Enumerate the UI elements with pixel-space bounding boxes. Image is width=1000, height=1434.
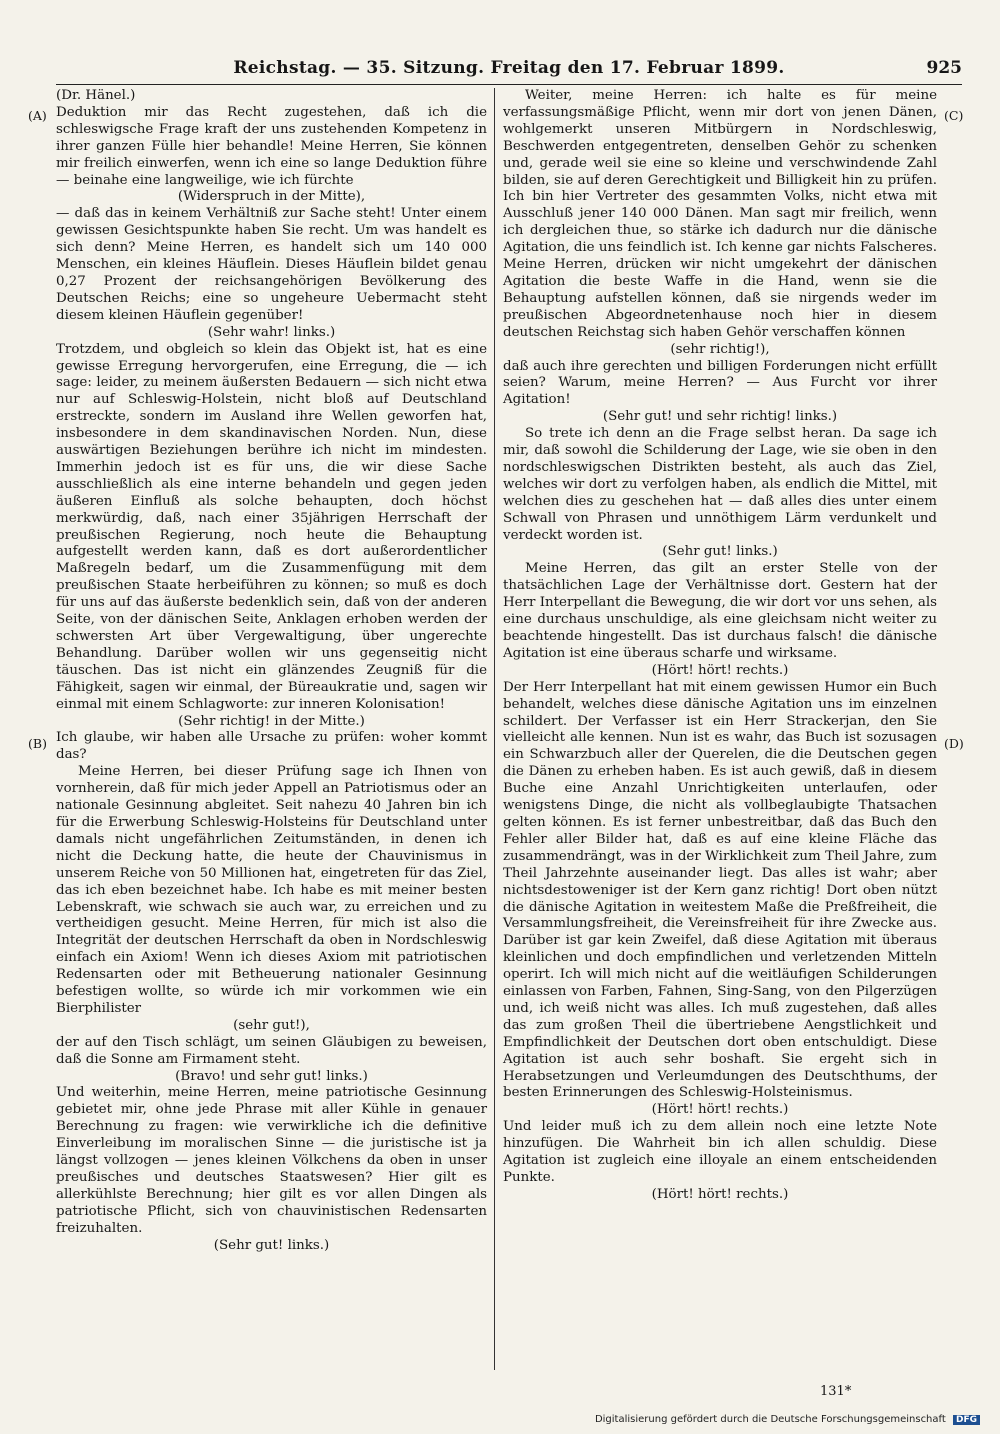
interjection: (Hört! hört! rechts.) <box>651 1102 789 1118</box>
interjection: (Bravo! und sehr gut! links.) <box>175 1068 368 1084</box>
margin-marker-d: (D) <box>944 736 964 751</box>
page-number: 925 <box>926 58 962 78</box>
paragraph: — daß das in keinem Verhältniß zur Sache steht! Unter einem gewissen Gesichtspunkte haben Sie recht. Um was handelt es sich denn? Meine Herren, es handelt sich um 140 000 Menschen, ein kleines Häuflein. Dieses Häuflein bildet genau 0,27 Prozent der reichsangehörigen Bevölkerung des Deutschen Reichs; eine so ungeheure Uebermacht steht diesem kleinen Häuflein gegenüber! <box>56 206 487 323</box>
footer-text: Digitalisierung gefördert durch die Deutsche Forschungsgemeinschaft <box>594 1414 946 1425</box>
margin-marker-b: (B) <box>28 736 47 751</box>
paragraph: der auf den Tisch schlägt, um seinen Gläubigen zu beweisen, daß die Sonne am Firmament steht. <box>56 1034 487 1067</box>
paragraph: Trotzdem, und obgleich so klein das Objekt ist, hat es eine gewisse Erregung hervorgerufen, eine Erregung, die — ich sage: leider, zu meinem äußersten Bedauern — sich nicht etwa nur auf Schleswig-Holstein, nicht bloß auf Deutschland erstreckte, sondern im Ausland ihre Wellen geworfen hat, insbesondere in dem skandinavischen Norden. Nun, diese auswärtigen Beziehungen berühre ich nicht im mindesten. Immerhin jedoch ist es für uns, die wir diese Sache ausschließlich als eine interne behandeln und gegen jeden äußeren Einfluß als solche behaupten, doch höchst merkwürdig, daß, nach einer 35jährigen Herrschaft der preußischen Regierung, noch heute die Behauptung aufgestellt werden kann, daß es dort außerordentlicher Maßregeln bedarf, um die Zusammenfügung mit dem preußischen Staate herbeiführen zu können; so muß es doch für uns auf das äußerste bedenklich sein, daß von der anderen Seite, von der dänischen Seite, Anklagen erhoben werden der schwersten Art über Vergewaltigung, über ungerechte Behandlung. Darüber wollen wir uns gegenseitig nicht täuschen. Das ist nicht ein glänzendes Zeugniß für die Fähigkeit, sagen wir einmal, der Büreaukratie und, sagen wir einmal mit einem Schlagworte: zur inneren Kolonisation! <box>56 341 487 712</box>
header-rule <box>56 84 962 85</box>
margin-marker-c: (C) <box>944 108 964 123</box>
interjection: (Widerspruch in der Mitte), <box>177 189 366 205</box>
header-title: Reichstag. — 35. Sitzung. Freitag den 17. Februar 1899. <box>233 58 785 78</box>
interjection: (Sehr gut! links.) <box>213 1237 330 1253</box>
paragraph: Und weiterhin, meine Herren, meine patriotische Gesinnung gebietet mir, ohne jede Phrase mit aller Kühle in genauer Berechnung zu fragen: wie verwirkliche ich die definitive Einverleibung im moralischen Sinne — die juristische ist ja längst vollzogen — jenes kleinen Völkchens da oben in unser preußisches und deutsches Staatswesen? Hier gilt es allerkühlste Berechnung; hier gilt es vor allen Dingen als patriotische Pflicht, sich von chauvinistischen Redensarten freizuhalten. <box>56 1085 487 1236</box>
interjection: (Sehr richtig! in der Mitte.) <box>178 713 365 729</box>
left-column <box>56 88 487 1255</box>
paragraph: Deduktion mir das Recht zugestehen, daß ich die schleswigsche Frage kraft der uns zustehenden Kompetenz in ihrer ganzen Fülle hier behandle! Meine Herren, Sie können mir freilich einwerfen, wenn ich eine so lange Deduktion führe — beinahe eine langweilige, wie ich fürchte <box>56 104 487 188</box>
interjection: (Sehr gut! und sehr richtig! links.) <box>602 409 838 425</box>
speaker-name: (Dr. Hänel.) <box>56 88 136 103</box>
page-header <box>56 58 962 84</box>
interjection: (Sehr wahr! links.) <box>207 324 336 340</box>
margin-marker-a: (A) <box>28 108 47 123</box>
paragraph: Meine Herren, bei dieser Prüfung sage ich Ihnen von vornherein, daß für mich jeder Appell an Patriotismus oder an nationale Gesinnung abgleitet. Seit nahezu 40 Jahren bin ich für die Erwerbung Schleswig-Holsteins für Deutschland unter damals nicht ungefährlichen Zeitumständen, in denen ich nicht die Deckung hatte, die heute der Chauvinismus in unserem Reiche von 50 Millionen hat, eingetreten für das Ziel, das ich eben bezeichnet habe. Ich habe es mit meiner besten Lebenskraft, wie schwach sie auch war, zu erreichen und zu vertheidigen gesucht. Meine Herren, für mich ist also die Integrität der deutschen Herrschaft da oben in Nordschleswig einfach ein Axiom! Wenn ich dieses Axiom mit patriotischen Redensarten oder mit Betheuerung nationaler Gesinnung befestigen wollte, so würde ich mir vorkommen wie ein Bierphilister <box>56 764 487 1016</box>
paragraph: Der Herr Interpellant hat mit einem gewissen Humor ein Buch behandelt, welches diese dänische Agitation uns im einzelnen schildert. Der Verfasser ist ein Herr Strackerjan, den Sie vielleicht alle kennen. Nun ist es wahr, das Buch ist sozusagen ein Schwarzbuch aller der Querelen, die die Deutschen gegen die Dänen zu erheben haben. Es ist auch gewiß, daß in diesem Buche eine Anzahl Unrichtigkeiten unterlaufen, oder wenigstens Dinge, die nicht als vollbeglaubigte Thatsachen gelten können. Es ist ferner unbestreitbar, daß das Buch den Fehler aller Bilder hat, daß es auf eine kleine Fläche das zusammendrängt, was in der Wirklichkeit zum Theil Jahre, zum Theil Jahrzehnte auseinander liegt. Das alles ist wahr; aber nichtsdestoweniger ist der Kern ganz richtig! Dort oben nützt die dänische Agitation in weitestem Maße die Preßfreiheit, die Versammlungsfreiheit, die Vereinsfreiheit für ihre Zwecke aus. Darüber ist gar kein Zweifel, daß diese Agitation mit überaus kleinlichen und doch empfindlichen und verletzenden Mitteln operirt. Ich will mich nicht auf die weitläufigen Schilderungen einlassen von Farben, Fahnen, Sing-Sang, von den Pilgerzügen und, ich weiß nicht was alles. Ich muß zugestehen, daß alles das zum großen Theil die übertriebene Aengstlichkeit und Empfindlichkeit der Deutschen dort oben entschuldigt. Diese Agitation ist auch sehr boshaft. Sie ergeht sich in Herabsetzungen und Verleumdungen des Deutschthums, der besten Erinnerungen des Schleswig-Holsteinismus. <box>503 679 937 1101</box>
column-divider <box>494 88 495 1370</box>
dfg-logo: DFG <box>953 1415 980 1425</box>
paragraph: daß auch ihre gerechten und billigen Forderungen nicht erfüllt seien? Warum, meine Herren? — Aus Furcht vor ihrer Agitation! <box>503 358 937 408</box>
paragraph: So trete ich denn an die Frage selbst heran. Da sage ich mir, daß sowohl die Schilderung der Lage, wie sie oben in den nordschleswigschen Distrikten besteht, als auch das Ziel, welches wir dort zu verfolgen haben, als endlich die Mittel, mit welchen dies zu geschehen hat — daß alles dies unter einem Schwall von Phrasen und unnöthigem Lärm verdunkelt und verdeckt worden ist. <box>503 426 937 543</box>
interjection: (Hört! hört! rechts.) <box>651 1186 789 1202</box>
interjection: (sehr richtig!), <box>670 341 770 357</box>
interjection: (Sehr gut! links.) <box>662 544 778 560</box>
paragraph: Meine Herren, das gilt an erster Stelle von der thatsächlichen Lage der Verhältnisse dort. Gestern hat der Herr Interpellant die Bewegung, die wir dort vor uns sehen, als eine durchaus unschuldige, als eine gleichsam nicht weiter zu beachtende hingestellt. Das ist durchaus falsch! die dänische Agitation ist eine überaus scharfe und wirksame. <box>503 561 937 661</box>
interjection: (sehr gut!), <box>233 1017 310 1033</box>
paragraph: Ich glaube, wir haben alle Ursache zu prüfen: woher kommt das? <box>56 730 487 763</box>
right-column <box>503 88 937 1204</box>
paragraph: Weiter, meine Herren: ich halte es für meine verfassungsmäßige Pflicht, wenn mir dort von jenen Dänen, wohlgemerkt unseren Mitbürgern in Nordschleswig, Beschwerden entgegentreten, denselben Gehör zu schenken und, gerade weil sie eine so kleine und verschwindende Zahl bilden, sie auf deren Gerechtigkeit und Billigkeit hin zu prüfen. Ich bin hier Vertreter des gesammten Volks, nicht etwa mit Ausschluß jener 140 000 Dänen. Man sagt mir freilich, wenn ich dergleichen thue, so stärke ich dadurch nur die dänische Agitation, die uns feindlich ist. Ich kenne gar nichts Falscheres. Meine Herren, drücken wir nicht umgekehrt der dänischen Agitation die beste Waffe in die Hand, wenn sie die Behauptung aufstellen können, daß sie nirgends weder im preußischen Abgeordnetenhause noch hier in diesem deutschen Reichstag sich haben Gehör verschaffen können <box>503 88 937 340</box>
sheet-number: 131* <box>820 1384 852 1399</box>
interjection: (Hört! hört! rechts.) <box>651 662 789 678</box>
paragraph: Und leider muß ich zu dem allein noch eine letzte Note hinzufügen. Die Wahrheit bin ich allen schuldig. Diese Agitation ist zugleich eine illoyale an einem entscheidenden Punkte. <box>503 1119 937 1185</box>
footer <box>595 1414 980 1425</box>
